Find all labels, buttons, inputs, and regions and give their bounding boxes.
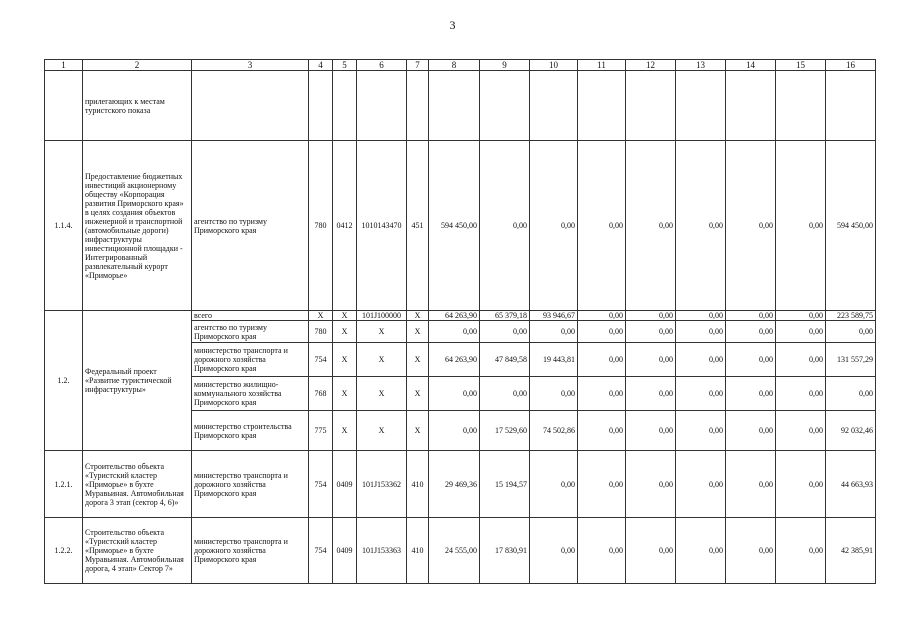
column-header: 7 xyxy=(407,60,429,71)
code-cell: 768 xyxy=(309,377,333,411)
code-cell: 780 xyxy=(309,141,333,311)
amount-cell xyxy=(826,71,876,141)
amount-cell: 44 663,93 xyxy=(826,451,876,518)
column-header: 6 xyxy=(357,60,407,71)
amount-cell: 0,00 xyxy=(776,311,826,321)
amount-cell: 19 443,81 xyxy=(530,343,578,377)
code-cell: Х xyxy=(407,321,429,343)
amount-cell: 0,00 xyxy=(626,311,676,321)
column-header: 11 xyxy=(578,60,626,71)
page-number: 3 xyxy=(449,18,456,32)
code-cell: Х xyxy=(357,411,407,451)
amount-cell: 64 263,90 xyxy=(429,343,480,377)
table-header xyxy=(45,60,876,71)
code-cell: 410 xyxy=(407,451,429,518)
executor-cell: агентство по туризму Приморского края xyxy=(192,141,309,311)
amount-cell: 0,00 xyxy=(530,321,578,343)
executor-cell: министерство строительства Приморского края xyxy=(192,411,309,451)
table-row xyxy=(45,311,876,321)
code-cell: Х xyxy=(357,321,407,343)
amount-cell: 0,00 xyxy=(578,377,626,411)
column-header: 5 xyxy=(333,60,357,71)
column-header: 14 xyxy=(726,60,776,71)
amount-cell: 0,00 xyxy=(429,321,480,343)
code-cell: Х xyxy=(333,321,357,343)
code-cell: Х xyxy=(357,343,407,377)
amount-cell: 0,00 xyxy=(480,321,530,343)
code-cell: 101J153363 xyxy=(357,518,407,584)
amount-cell: 594 450,00 xyxy=(429,141,480,311)
table-row xyxy=(45,518,876,584)
amount-cell: 0,00 xyxy=(578,311,626,321)
code-cell xyxy=(407,71,429,141)
amount-cell xyxy=(726,71,776,141)
amount-cell: 0,00 xyxy=(776,343,826,377)
amount-cell: 0,00 xyxy=(726,311,776,321)
amount-cell: 0,00 xyxy=(776,518,826,584)
amount-cell: 0,00 xyxy=(578,411,626,451)
code-cell: 754 xyxy=(309,451,333,518)
amount-cell: 0,00 xyxy=(676,451,726,518)
amount-cell: 17 830,91 xyxy=(480,518,530,584)
amount-cell: 0,00 xyxy=(578,451,626,518)
amount-cell: 0,00 xyxy=(530,518,578,584)
amount-cell: 0,00 xyxy=(578,321,626,343)
code-cell: 451 xyxy=(407,141,429,311)
column-header: 9 xyxy=(480,60,530,71)
code-cell: 754 xyxy=(309,518,333,584)
column-header: 8 xyxy=(429,60,480,71)
budget-table xyxy=(44,59,876,584)
amount-cell: 0,00 xyxy=(826,321,876,343)
header-row xyxy=(45,60,876,71)
executor-cell: министерство жилищно-коммунального хозяйства Приморского края xyxy=(192,377,309,411)
amount-cell: 0,00 xyxy=(530,141,578,311)
code-cell: Х xyxy=(333,377,357,411)
amount-cell: 0,00 xyxy=(676,518,726,584)
amount-cell: 0,00 xyxy=(626,377,676,411)
amount-cell: 223 589,75 xyxy=(826,311,876,321)
amount-cell: 24 555,00 xyxy=(429,518,480,584)
code-cell xyxy=(333,71,357,141)
table-row xyxy=(45,141,876,311)
amount-cell: 0,00 xyxy=(726,411,776,451)
amount-cell xyxy=(429,71,480,141)
table-row xyxy=(45,451,876,518)
table-body xyxy=(45,71,876,584)
amount-cell: 0,00 xyxy=(776,377,826,411)
executor-cell: министерство транспорта и дорожного хозяйства Приморского края xyxy=(192,343,309,377)
amount-cell: 0,00 xyxy=(626,141,676,311)
amount-cell: 0,00 xyxy=(626,451,676,518)
column-header: 1 xyxy=(45,60,83,71)
amount-cell: 0,00 xyxy=(776,141,826,311)
amount-cell: 0,00 xyxy=(676,141,726,311)
column-header: 2 xyxy=(83,60,192,71)
code-cell: Х xyxy=(407,377,429,411)
amount-cell: 0,00 xyxy=(776,451,826,518)
code-cell: 775 xyxy=(309,411,333,451)
amount-cell xyxy=(676,71,726,141)
column-header: 13 xyxy=(676,60,726,71)
amount-cell: 17 529,60 xyxy=(480,411,530,451)
amount-cell: 42 385,91 xyxy=(826,518,876,584)
amount-cell: 131 557,29 xyxy=(826,343,876,377)
code-cell: Х xyxy=(333,311,357,321)
amount-cell xyxy=(626,71,676,141)
row-name: Предоставление бюджетных инвестиций акционерному обществу «Корпорация развития Приморского края» в целях создания объектов инженерной и транспортной (автомобильные дороги) инфраструктуры инвестиционной площадки - Интегрированный развлекательный курорт «Приморье» xyxy=(83,141,192,311)
code-cell: Х xyxy=(357,377,407,411)
code-cell: 0412 xyxy=(333,141,357,311)
row-number: 1.2. xyxy=(45,311,83,451)
amount-cell: 0,00 xyxy=(578,141,626,311)
amount-cell: 15 194,57 xyxy=(480,451,530,518)
executor-cell: министерство транспорта и дорожного хозяйства Приморского края xyxy=(192,451,309,518)
amount-cell: 47 849,58 xyxy=(480,343,530,377)
code-cell: 1010143470 xyxy=(357,141,407,311)
code-cell: 101J100000 xyxy=(357,311,407,321)
amount-cell: 594 450,00 xyxy=(826,141,876,311)
row-number xyxy=(45,71,83,141)
amount-cell: 0,00 xyxy=(676,311,726,321)
code-cell xyxy=(309,71,333,141)
amount-cell xyxy=(578,71,626,141)
amount-cell: 0,00 xyxy=(626,411,676,451)
row-name: прилегающих к местам туристского показа xyxy=(83,71,192,141)
row-number: 1.1.4. xyxy=(45,141,83,311)
amount-cell: 0,00 xyxy=(530,451,578,518)
amount-cell: 93 946,67 xyxy=(530,311,578,321)
code-cell: Х xyxy=(309,311,333,321)
row-name: Строительство объекта «Туристский кластер «Приморье» в бухте Муравьиная. Автомобильная дорога 3 этап (сектор 4, 6)» xyxy=(83,451,192,518)
column-header: 3 xyxy=(192,60,309,71)
column-header: 15 xyxy=(776,60,826,71)
row-name: Федеральный проект «Развитие туристической инфраструктуры» xyxy=(83,311,192,451)
row-number: 1.2.2. xyxy=(45,518,83,584)
column-header: 10 xyxy=(530,60,578,71)
code-cell: 101J153362 xyxy=(357,451,407,518)
amount-cell: 0,00 xyxy=(578,343,626,377)
amount-cell: 0,00 xyxy=(626,518,676,584)
amount-cell xyxy=(480,71,530,141)
amount-cell: 0,00 xyxy=(676,343,726,377)
amount-cell: 0,00 xyxy=(480,141,530,311)
amount-cell: 0,00 xyxy=(776,411,826,451)
amount-cell: 74 502,86 xyxy=(530,411,578,451)
amount-cell: 0,00 xyxy=(676,377,726,411)
amount-cell: 0,00 xyxy=(429,411,480,451)
amount-cell: 0,00 xyxy=(726,321,776,343)
amount-cell: 0,00 xyxy=(429,377,480,411)
amount-cell: 29 469,36 xyxy=(429,451,480,518)
code-cell: 0409 xyxy=(333,518,357,584)
code-cell: 780 xyxy=(309,321,333,343)
amount-cell xyxy=(530,71,578,141)
amount-cell: 0,00 xyxy=(826,377,876,411)
amount-cell: 0,00 xyxy=(726,518,776,584)
code-cell: 754 xyxy=(309,343,333,377)
amount-cell: 0,00 xyxy=(726,141,776,311)
executor-cell: всего xyxy=(192,311,309,321)
amount-cell: 0,00 xyxy=(676,411,726,451)
amount-cell: 64 263,90 xyxy=(429,311,480,321)
amount-cell: 92 032,46 xyxy=(826,411,876,451)
amount-cell: 0,00 xyxy=(530,377,578,411)
code-cell: 410 xyxy=(407,518,429,584)
code-cell: Х xyxy=(333,411,357,451)
row-name: Строительство объекта «Туристский кластер «Приморье» в бухте Муравьиная. Автомобильная дорога, 4 этап» Сектор 7» xyxy=(83,518,192,584)
code-cell: Х xyxy=(333,343,357,377)
table-row xyxy=(45,71,876,141)
amount-cell: 0,00 xyxy=(776,321,826,343)
code-cell: 0409 xyxy=(333,451,357,518)
amount-cell: 65 379,18 xyxy=(480,311,530,321)
amount-cell xyxy=(776,71,826,141)
row-number: 1.2.1. xyxy=(45,451,83,518)
column-header: 12 xyxy=(626,60,676,71)
amount-cell: 0,00 xyxy=(726,377,776,411)
code-cell: Х xyxy=(407,311,429,321)
code-cell: Х xyxy=(407,343,429,377)
executor-cell: министерство транспорта и дорожного хозяйства Приморского края xyxy=(192,518,309,584)
amount-cell: 0,00 xyxy=(726,343,776,377)
column-header: 4 xyxy=(309,60,333,71)
amount-cell: 0,00 xyxy=(626,343,676,377)
column-header: 16 xyxy=(826,60,876,71)
code-cell xyxy=(357,71,407,141)
amount-cell: 0,00 xyxy=(578,518,626,584)
executor-cell: агентство по туризму Приморского края xyxy=(192,321,309,343)
amount-cell: 0,00 xyxy=(480,377,530,411)
amount-cell: 0,00 xyxy=(726,451,776,518)
executor-cell xyxy=(192,71,309,141)
amount-cell: 0,00 xyxy=(676,321,726,343)
code-cell: Х xyxy=(407,411,429,451)
amount-cell: 0,00 xyxy=(626,321,676,343)
